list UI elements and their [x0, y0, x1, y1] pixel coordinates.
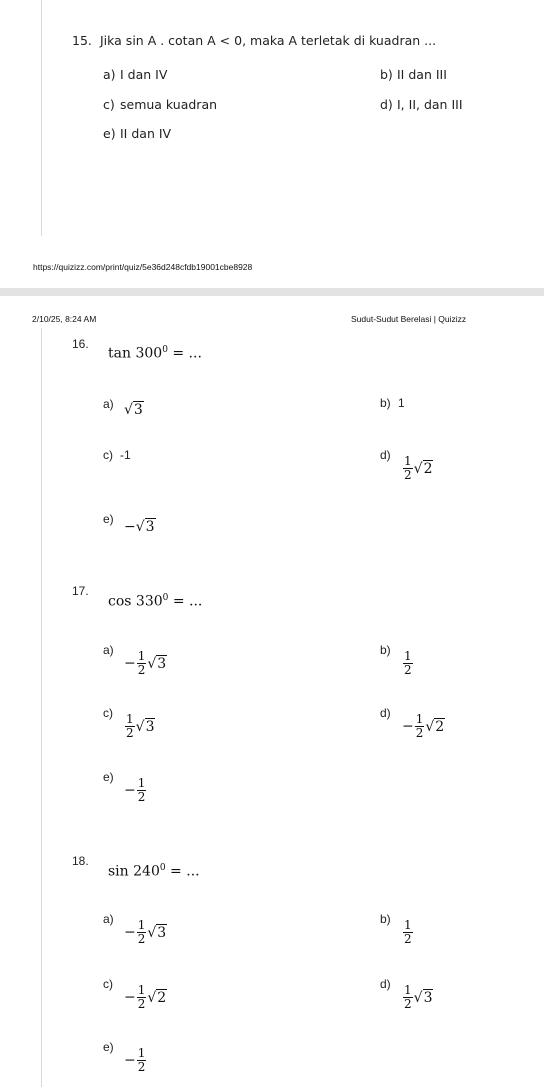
option-b-label: b)	[380, 396, 391, 410]
option-a-math[interactable]: − $\frac{1}{2}$ √3	[124, 649, 167, 677]
option-c-label: c)	[103, 448, 113, 462]
option-a-label: a)	[103, 912, 114, 926]
option-c-label: c)	[103, 97, 115, 112]
option-b-label: b)	[380, 67, 393, 82]
option-e-label: e)	[103, 770, 114, 784]
option-e-text[interactable]: II dan IV	[120, 126, 172, 141]
question-number: 17.	[72, 584, 89, 598]
option-c-label: c)	[103, 706, 113, 720]
option-d-label: d)	[380, 97, 393, 112]
option-d-math[interactable]: $\frac{1}{2}$ √3	[404, 983, 433, 1011]
header-title: Sudut-Sudut Berelasi | Quizizz	[351, 314, 467, 324]
option-d-label: d)	[380, 977, 391, 991]
option-a-label: a)	[103, 643, 114, 657]
option-a-label: a)	[103, 397, 114, 411]
page-break	[0, 288, 544, 296]
option-b-math[interactable]: $\frac{1}{2}$	[404, 649, 412, 677]
option-c-text[interactable]: -1	[120, 448, 131, 462]
option-e-math[interactable]: −√3	[124, 519, 155, 535]
question-number: 15.	[72, 33, 92, 48]
footer-url[interactable]: https://quizizz.com/print/quiz/5e36d248cfdb19001cbe8928	[33, 262, 253, 272]
option-a-math[interactable]: √3	[124, 402, 143, 418]
margin-line-bottom	[41, 328, 42, 1087]
option-a-math[interactable]: − $\frac{1}{2}$ √3	[124, 918, 167, 946]
option-e-label: e)	[103, 512, 114, 526]
option-b-math[interactable]: $\frac{1}{2}$	[404, 918, 412, 946]
option-e-math[interactable]: − $\frac{1}{2}$	[124, 776, 146, 804]
option-c-math[interactable]: − $\frac{1}{2}$ √2	[124, 983, 167, 1011]
option-b-text[interactable]: 1	[398, 396, 405, 410]
option-e-label: e)	[103, 126, 116, 141]
option-d-text[interactable]: I, II, dan III	[397, 97, 463, 112]
option-a-text[interactable]: I dan IV	[120, 67, 168, 82]
option-c-math[interactable]: $\frac{1}{2}$ √3	[126, 712, 155, 740]
question-text: Jika sin A . cotan A < 0, maka A terletak di kuadran ...	[100, 33, 437, 48]
option-d-label: d)	[380, 448, 391, 462]
margin-line-top	[41, 0, 42, 236]
option-a-label: a)	[103, 67, 116, 82]
question-expression: $\cos 330^0$ = ...	[108, 593, 203, 610]
question-number: 16.	[72, 337, 89, 351]
question-expression: $\tan 300^0$ = ...	[108, 345, 202, 362]
header-datetime: 2/10/25, 8:24 AM	[32, 314, 97, 324]
option-d-math[interactable]: − $\frac{1}{2}$ √2	[402, 712, 445, 740]
option-b-label: b)	[380, 643, 391, 657]
option-b-label: b)	[380, 912, 391, 926]
option-c-label: c)	[103, 977, 113, 991]
option-b-text[interactable]: II dan III	[397, 67, 447, 82]
option-d-label: d)	[380, 706, 391, 720]
option-e-label: e)	[103, 1040, 114, 1054]
question-expression: $\sin 240^0$ = ...	[108, 863, 200, 880]
question-number: 18.	[72, 854, 89, 868]
option-c-text[interactable]: semua kuadran	[120, 97, 218, 112]
option-d-math[interactable]: $\frac{1}{2}$ √2	[404, 454, 433, 482]
option-e-math[interactable]: − $\frac{1}{2}$	[124, 1046, 146, 1074]
